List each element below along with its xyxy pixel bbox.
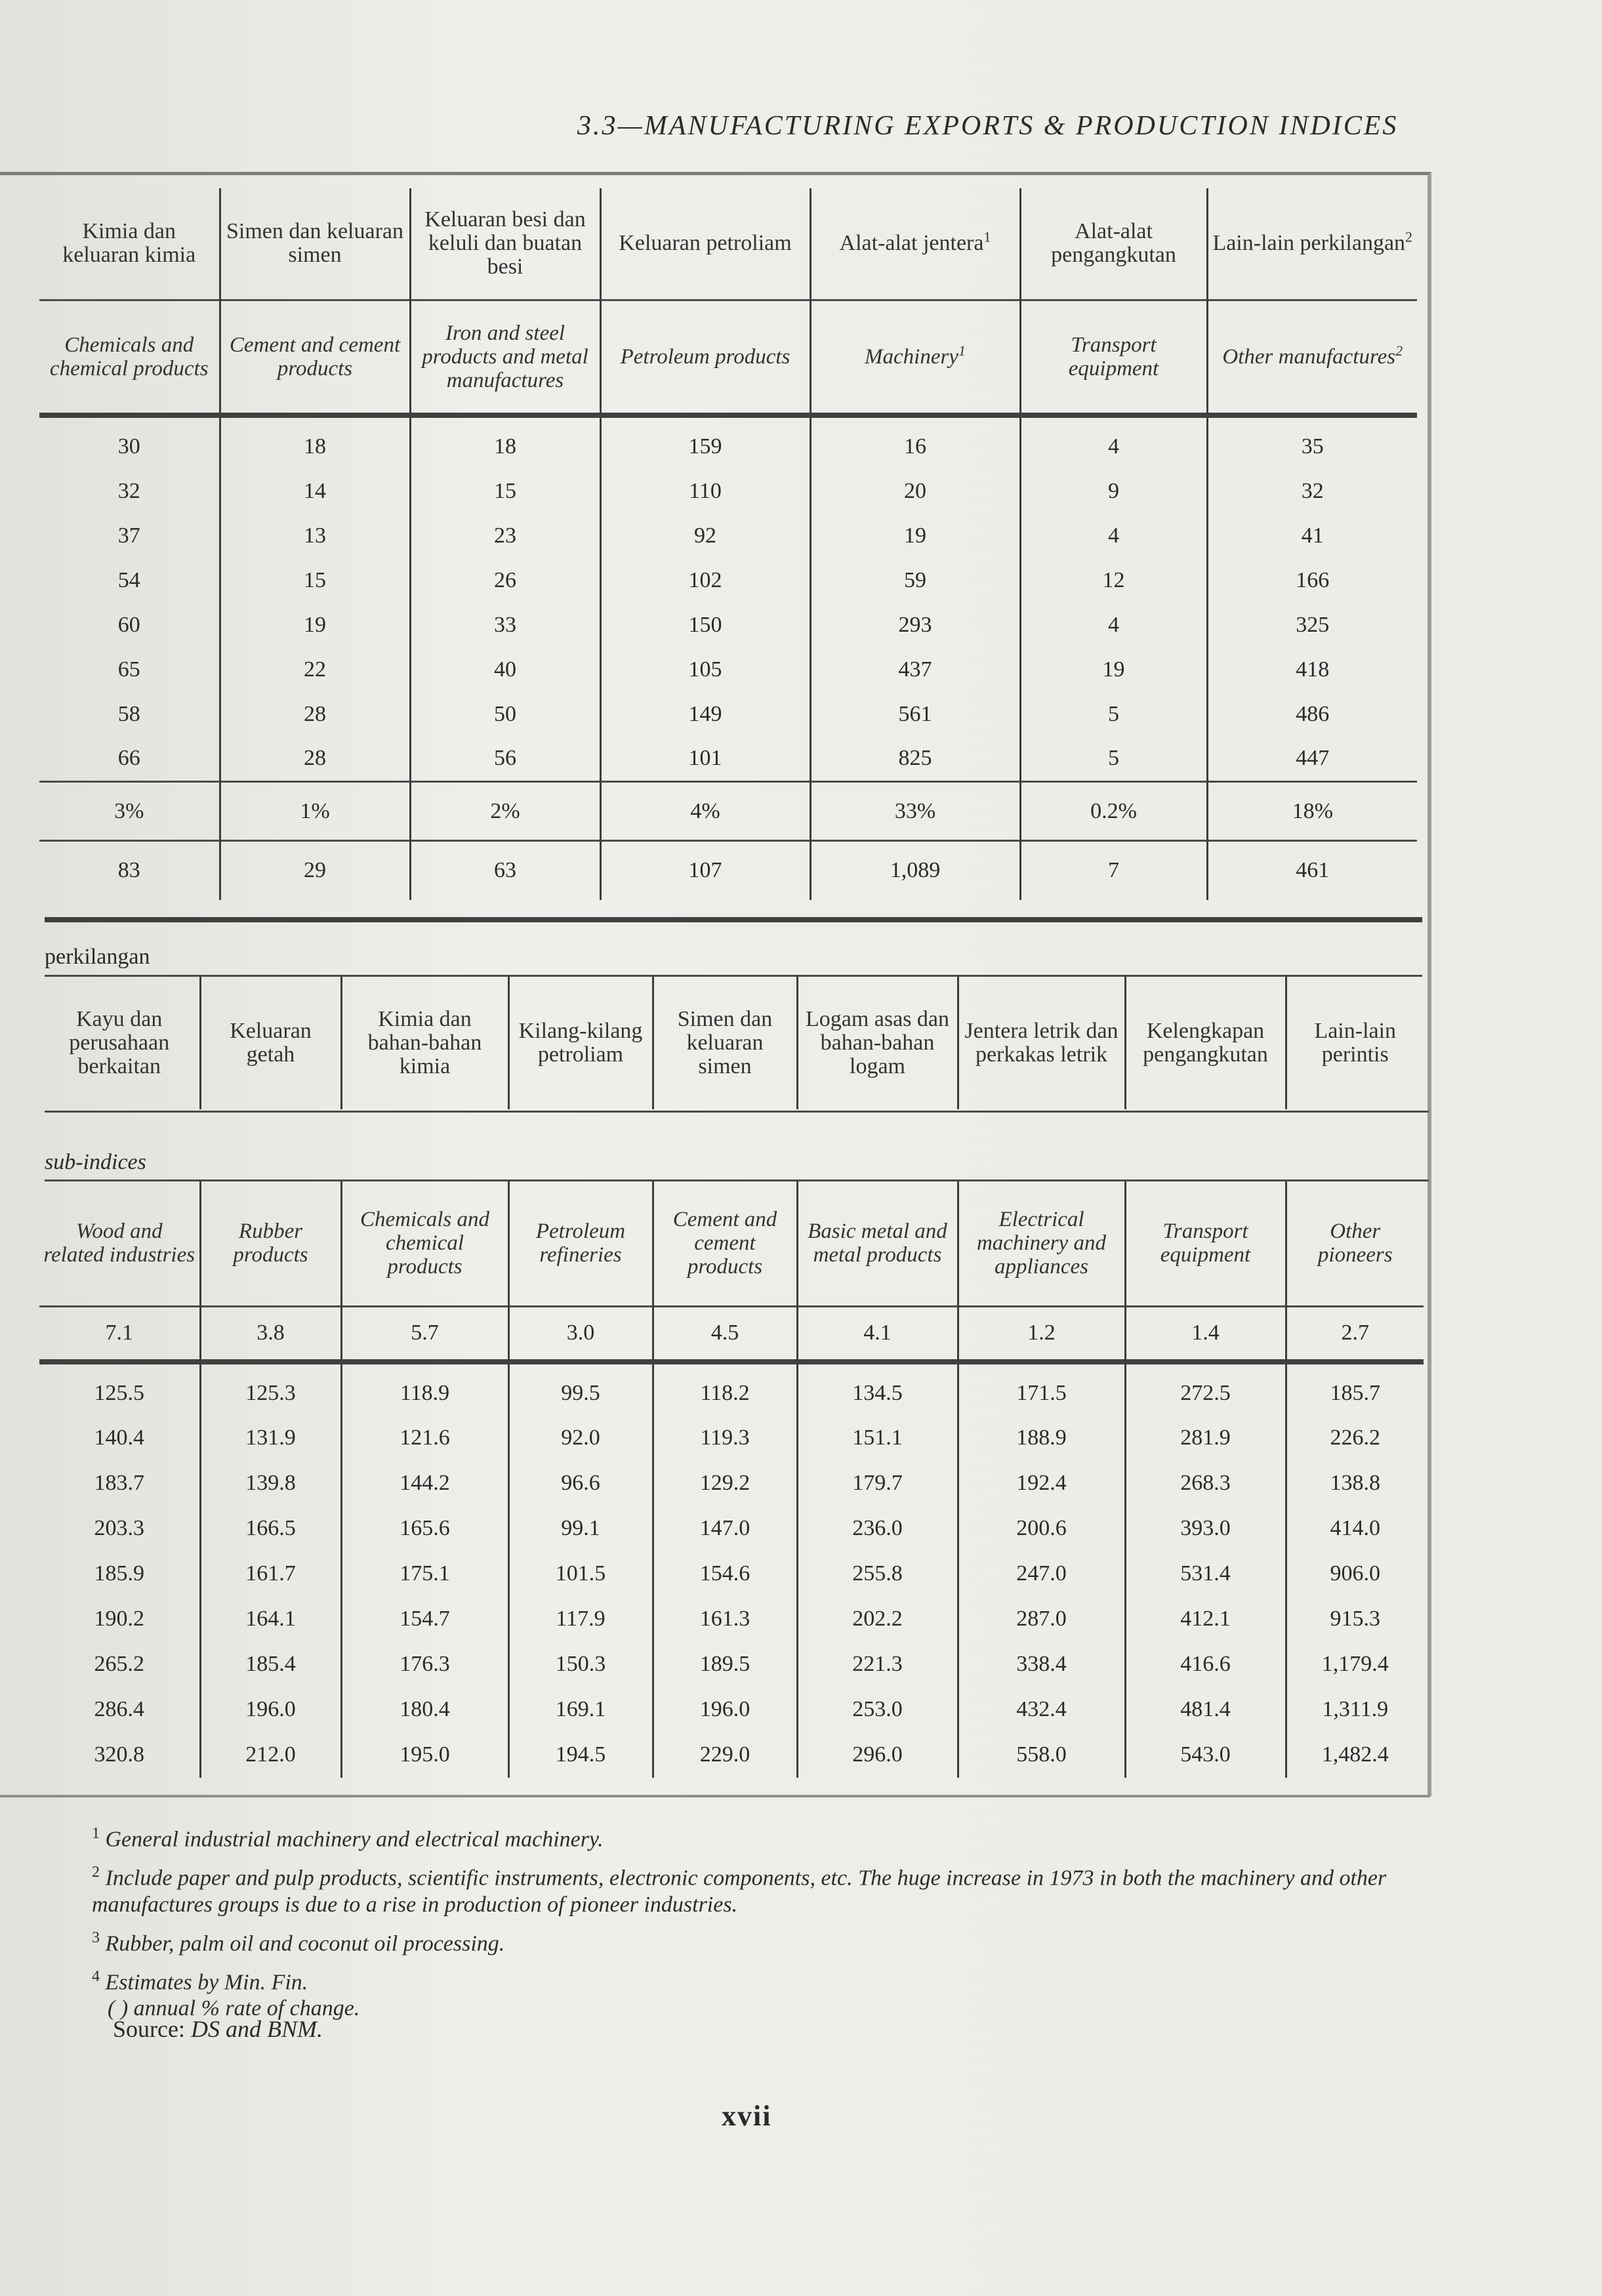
ex-h-en-4: Machinery$^1$ — [810, 300, 1020, 415]
ix-cell: 180.4 — [341, 1687, 508, 1732]
ix-cell: 338.4 — [958, 1642, 1125, 1687]
ex-cell: 102 — [600, 558, 810, 603]
ix-cell: 1,311.9 — [1286, 1687, 1424, 1732]
ex-cell: 54 — [117, 567, 140, 592]
ix-cell: 171.5 — [958, 1362, 1125, 1416]
ix-cell: 414.0 — [1286, 1506, 1424, 1551]
ex-h-ml-2: Keluaran besi dan keluli dan buatan besi — [410, 188, 600, 300]
ix-cell: 151.1 — [797, 1416, 958, 1461]
ix-h-ml-0: Kayu dan perusahaan berkaitan — [69, 1007, 170, 1078]
ix-cell: 286.4 — [94, 1697, 144, 1721]
ix-cell: 185.4 — [200, 1642, 341, 1687]
ix-cell: 99.1 — [508, 1506, 653, 1551]
ix-cell: 200.6 — [958, 1506, 1125, 1551]
exports-total-row — [39, 841, 1417, 900]
ix-weight-2: 5.7 — [341, 1306, 508, 1362]
ex-cell: 28 — [220, 692, 410, 737]
ix-h-ml-2: Kimia dan bahan-bahan kimia — [341, 977, 508, 1109]
ix-h-ml-5: Logam asas dan bahan-bahan logam — [797, 977, 958, 1109]
ix-cell: 195.0 — [341, 1732, 508, 1778]
ex-cell: 19 — [220, 603, 410, 647]
ex-cell: 325 — [1207, 603, 1417, 647]
ix-cell: 154.7 — [341, 1597, 508, 1642]
ex-cell: 66 — [117, 746, 140, 771]
footnotes — [92, 1820, 1443, 2028]
ix-weight-4: 4.5 — [653, 1306, 797, 1362]
indices-table-block — [0, 917, 1431, 1796]
ix-cell: 183.7 — [94, 1471, 144, 1495]
ix-cell: 272.5 — [1125, 1362, 1286, 1416]
ix-cell: 320.8 — [94, 1742, 144, 1767]
section-divider — [45, 917, 1422, 922]
ex-cell: 105 — [600, 647, 810, 692]
ix-cell: 416.6 — [1125, 1642, 1286, 1687]
ix-h-ml-8: Lain-lain perintis — [1286, 977, 1424, 1109]
page-header: 3.3—MANUFACTURING EXPORTS & PRODUCTION INDICES — [577, 111, 1399, 141]
ex-row — [39, 692, 1417, 737]
ex-cell: 561 — [810, 692, 1020, 737]
ix-cell: 92.0 — [508, 1416, 653, 1461]
ix-h-en-0: Wood and related industries — [43, 1220, 195, 1267]
ix-h-en-6: Electrical machinery and appliances — [958, 1181, 1125, 1306]
ix-cell: 129.2 — [653, 1461, 797, 1506]
ex-share-1: 1% — [220, 782, 410, 841]
ix-h-en-2: Chemicals and chemical products — [341, 1181, 508, 1306]
ex-cell: 22 — [220, 647, 410, 692]
ex-share-4: 33% — [810, 782, 1020, 841]
ix-row — [39, 1687, 1424, 1732]
source-line — [113, 2015, 323, 2043]
ex-share-5: 0.2% — [1020, 782, 1207, 841]
ix-cell: 296.0 — [797, 1732, 958, 1778]
ex-h-ml-1: Simen dan keluaran simen — [220, 188, 410, 300]
ix-cell: 138.8 — [1286, 1461, 1424, 1506]
ex-cell: 150 — [600, 603, 810, 647]
ix-cell: 192.4 — [958, 1461, 1125, 1506]
ex-h-ml-5: Alat-alat pengangkutan — [1020, 188, 1207, 300]
ix-h-ml-4: Simen dan keluaran simen — [653, 977, 797, 1109]
footnote-3: $^3$ Rubber, palm oil and coconut oil processing. — [92, 1929, 505, 1956]
ex-cell: 19 — [1020, 647, 1207, 692]
ex-cell: 437 — [810, 647, 1020, 692]
table-bottom-rule — [0, 1795, 1430, 1797]
ix-cell: 255.8 — [797, 1551, 958, 1597]
ix-cell: 543.0 — [1125, 1732, 1286, 1778]
indices-weights-row — [39, 1306, 1424, 1362]
exports-table-block — [0, 172, 1431, 920]
ex-cell: 23 — [410, 514, 600, 558]
ex-cell: 15 — [220, 558, 410, 603]
ix-cell: 268.3 — [1125, 1461, 1286, 1506]
ex-cell: 33 — [410, 603, 600, 647]
ix-weight-1: 3.8 — [200, 1306, 341, 1362]
ex-cell: 486 — [1207, 692, 1417, 737]
page-number: xvii — [722, 2100, 772, 2132]
indices-header-english — [39, 1181, 1424, 1306]
ix-cell: 185.9 — [94, 1561, 144, 1586]
ix-cell: 161.7 — [200, 1551, 341, 1597]
footnote-2: $^2$ Include paper and pulp products, scientific instruments, electronic components, etc. The huge increase in 1973 in both the machinery and other manufactures groups is due to a rise in production of pioneer industries. — [92, 1864, 1387, 1917]
ix-cell: 140.4 — [94, 1425, 144, 1450]
ix-row — [39, 1362, 1424, 1416]
ix-cell: 154.6 — [653, 1551, 797, 1597]
ex-cell: 28 — [220, 737, 410, 782]
footnote-rate: ( ) annual % rate of change. — [108, 1996, 360, 2021]
ix-cell: 1,179.4 — [1286, 1642, 1424, 1687]
ex-row — [39, 514, 1417, 558]
ix-cell: 131.9 — [200, 1416, 341, 1461]
ix-h-en-5: Basic metal and metal products — [797, 1181, 958, 1306]
ex-cell: 19 — [810, 514, 1020, 558]
ix-cell: 101.5 — [508, 1551, 653, 1597]
ix-cell: 906.0 — [1286, 1551, 1424, 1597]
ix-cell: 221.3 — [797, 1642, 958, 1687]
ex-cell: 12 — [1020, 558, 1207, 603]
ix-cell: 125.5 — [94, 1380, 144, 1405]
ex-h-en-3: Petroleum products — [600, 300, 810, 415]
indices-header-ml-table — [39, 977, 1424, 1109]
ex-cell: 159 — [600, 415, 810, 469]
ix-cell: 169.1 — [508, 1687, 653, 1732]
footnote-1: $^1$ General industrial machinery and electrical machinery. — [92, 1825, 604, 1852]
ex-cell: 41 — [1207, 514, 1417, 558]
ix-h-en-7: Transport equipment — [1125, 1181, 1286, 1306]
ix-cell: 915.3 — [1286, 1597, 1424, 1642]
ex-cell: 32 — [1207, 469, 1417, 514]
ix-cell: 161.3 — [653, 1597, 797, 1642]
ex-cell: 20 — [810, 469, 1020, 514]
ex-cell: 293 — [810, 603, 1020, 647]
exports-share-row — [39, 782, 1417, 841]
ix-cell: 179.7 — [797, 1461, 958, 1506]
ix-cell: 481.4 — [1125, 1687, 1286, 1732]
ix-cell: 253.0 — [797, 1687, 958, 1732]
ex-cell: 50 — [410, 692, 600, 737]
ex-cell: 5 — [1020, 692, 1207, 737]
ex-total-3: 107 — [600, 841, 810, 900]
ex-cell: 4 — [1020, 514, 1207, 558]
ix-cell: 281.9 — [1125, 1416, 1286, 1461]
indices-header-malay — [39, 977, 1424, 1109]
ix-weight-6: 1.2 — [958, 1306, 1125, 1362]
ix-row — [39, 1732, 1424, 1778]
ix-h-en-8: Other pioneers — [1286, 1181, 1424, 1306]
ix-row — [39, 1597, 1424, 1642]
ix-weight-5: 4.1 — [797, 1306, 958, 1362]
ix-cell: 165.6 — [341, 1506, 508, 1551]
ex-total-5: 7 — [1020, 841, 1207, 900]
ix-h-ml-6: Jentera letrik dan perkakas letrik — [958, 977, 1125, 1109]
ix-weight-7: 1.4 — [1125, 1306, 1286, 1362]
ex-cell: 37 — [117, 523, 140, 548]
ix-cell: 185.7 — [1286, 1362, 1424, 1416]
ix-h-ml-3: Kilang-kilang petroliam — [508, 977, 653, 1109]
ex-total-1: 29 — [220, 841, 410, 900]
ex-h-ml-0: Kimia dan keluaran kimia — [62, 219, 196, 268]
ix-h-en-1: Rubber products — [200, 1181, 341, 1306]
ix-row — [39, 1642, 1424, 1687]
ex-cell: 92 — [600, 514, 810, 558]
ex-cell: 26 — [410, 558, 600, 603]
ix-weight-3: 3.0 — [508, 1306, 653, 1362]
indices-table — [39, 1181, 1424, 1778]
ex-h-en-5: Transport equipment — [1020, 300, 1207, 415]
indices-label-malay: perkilangan — [45, 945, 150, 969]
footnote-4: $^4$ Estimates by Min. Fin. — [92, 1967, 308, 1995]
ix-h-ml-1: Keluaran getah — [200, 977, 341, 1109]
ix-cell: 558.0 — [958, 1732, 1125, 1778]
ex-row — [39, 558, 1417, 603]
ix-cell: 166.5 — [200, 1506, 341, 1551]
ix-cell: 118.2 — [653, 1362, 797, 1416]
ix-cell: 164.1 — [200, 1597, 341, 1642]
ex-row — [39, 469, 1417, 514]
ex-row — [39, 415, 1417, 469]
ix-cell: 134.5 — [797, 1362, 958, 1416]
ex-cell: 166 — [1207, 558, 1417, 603]
ix-cell: 96.6 — [508, 1461, 653, 1506]
ex-cell: 110 — [600, 469, 810, 514]
ix-row — [39, 1416, 1424, 1461]
ex-total-2: 63 — [410, 841, 600, 900]
ex-share-0: 3% — [114, 798, 144, 823]
ix-cell: 121.6 — [341, 1416, 508, 1461]
ix-cell: 287.0 — [958, 1597, 1125, 1642]
ix-cell: 144.2 — [341, 1461, 508, 1506]
ix-cell: 1,482.4 — [1286, 1732, 1424, 1778]
ex-share-3: 4% — [600, 782, 810, 841]
ix-cell: 188.9 — [958, 1416, 1125, 1461]
ix-row — [39, 1551, 1424, 1597]
ix-cell: 196.0 — [200, 1687, 341, 1732]
ex-cell: 59 — [810, 558, 1020, 603]
exports-header-malay — [39, 188, 1417, 300]
ex-h-en-1: Cement and cement products — [220, 300, 410, 415]
ix-cell: 189.5 — [653, 1642, 797, 1687]
ix-h-en-3: Petroleum refineries — [508, 1181, 653, 1306]
ix-row — [39, 1506, 1424, 1551]
ix-cell: 190.2 — [94, 1607, 144, 1631]
ex-cell: 32 — [117, 478, 140, 503]
ix-cell: 150.3 — [508, 1642, 653, 1687]
ix-row — [39, 1461, 1424, 1506]
ex-cell: 40 — [410, 647, 600, 692]
ix-cell: 226.2 — [1286, 1416, 1424, 1461]
ex-cell: 4 — [1020, 415, 1207, 469]
ex-h-ml-4: Alat-alat jentera$^1$ — [810, 188, 1020, 300]
ix-cell: 176.3 — [341, 1642, 508, 1687]
ix-cell: 119.3 — [653, 1416, 797, 1461]
ix-weight-0: 7.1 — [105, 1321, 133, 1345]
ix-cell: 139.8 — [200, 1461, 341, 1506]
ex-share-6: 18% — [1207, 782, 1417, 841]
ix-cell: 194.5 — [508, 1732, 653, 1778]
ex-cell: 15 — [410, 469, 600, 514]
ex-cell: 30 — [117, 434, 140, 459]
ex-h-en-6: Other manufactures$^2$ — [1207, 300, 1417, 415]
ex-cell: 14 — [220, 469, 410, 514]
ix-cell: 212.0 — [200, 1732, 341, 1778]
ix-cell: 247.0 — [958, 1551, 1125, 1597]
ex-cell: 65 — [117, 657, 140, 682]
ex-cell: 418 — [1207, 647, 1417, 692]
ex-cell: 56 — [410, 737, 600, 782]
ix-cell: 99.5 — [508, 1362, 653, 1416]
source-text: DS and BNM. — [190, 2016, 323, 2042]
source-label: Source: — [113, 2016, 185, 2042]
ix-cell: 393.0 — [1125, 1506, 1286, 1551]
ix-cell: 236.0 — [797, 1506, 958, 1551]
ix-cell: 412.1 — [1125, 1597, 1286, 1642]
ex-cell: 5 — [1020, 737, 1207, 782]
ix-cell: 265.2 — [94, 1652, 144, 1676]
ix-cell: 531.4 — [1125, 1551, 1286, 1597]
ex-cell: 4 — [1020, 603, 1207, 647]
ix-weight-8: 2.7 — [1286, 1306, 1424, 1362]
ex-cell: 18 — [220, 415, 410, 469]
ex-row — [39, 647, 1417, 692]
ex-cell: 60 — [117, 612, 140, 637]
ix-cell: 432.4 — [958, 1687, 1125, 1732]
exports-header-english — [39, 300, 1417, 415]
exports-table — [39, 188, 1417, 900]
ex-h-en-0: Chemicals and chemical products — [49, 333, 209, 380]
ex-total-0: 83 — [117, 858, 140, 883]
ix-cell: 175.1 — [341, 1551, 508, 1597]
ex-row — [39, 603, 1417, 647]
ex-cell: 825 — [810, 737, 1020, 782]
ex-cell: 447 — [1207, 737, 1417, 782]
ix-cell: 147.0 — [653, 1506, 797, 1551]
ex-share-2: 2% — [410, 782, 600, 841]
ix-cell: 125.3 — [200, 1362, 341, 1416]
ix-h-ml-7: Kelengkapan pengangkutan — [1125, 977, 1286, 1109]
ex-cell: 35 — [1207, 415, 1417, 469]
ix-cell: 202.2 — [797, 1597, 958, 1642]
ix-h-en-4: Cement and cement products — [653, 1181, 797, 1306]
ex-h-ml-6: Lain-lain perkilangan$^2$ — [1207, 188, 1417, 300]
ex-total-4: 1,089 — [810, 841, 1020, 900]
ix-cell: 117.9 — [508, 1597, 653, 1642]
ex-cell: 101 — [600, 737, 810, 782]
ex-cell: 18 — [410, 415, 600, 469]
ix-cell: 203.3 — [94, 1516, 144, 1540]
ix-cell: 229.0 — [653, 1732, 797, 1778]
ex-cell: 149 — [600, 692, 810, 737]
ex-cell: 58 — [117, 701, 140, 726]
indices-label-english: sub-indices — [45, 1150, 146, 1174]
ex-h-ml-3: Keluaran petroliam — [600, 188, 810, 300]
rule — [45, 1111, 1429, 1113]
ex-total-6: 461 — [1207, 841, 1417, 900]
ex-h-en-2: Iron and steel products and metal manufactures — [410, 300, 600, 415]
ex-cell: 16 — [810, 415, 1020, 469]
ex-row — [39, 737, 1417, 782]
ex-cell: 9 — [1020, 469, 1207, 514]
ex-cell: 13 — [220, 514, 410, 558]
ix-cell: 118.9 — [341, 1362, 508, 1416]
ix-cell: 196.0 — [653, 1687, 797, 1732]
